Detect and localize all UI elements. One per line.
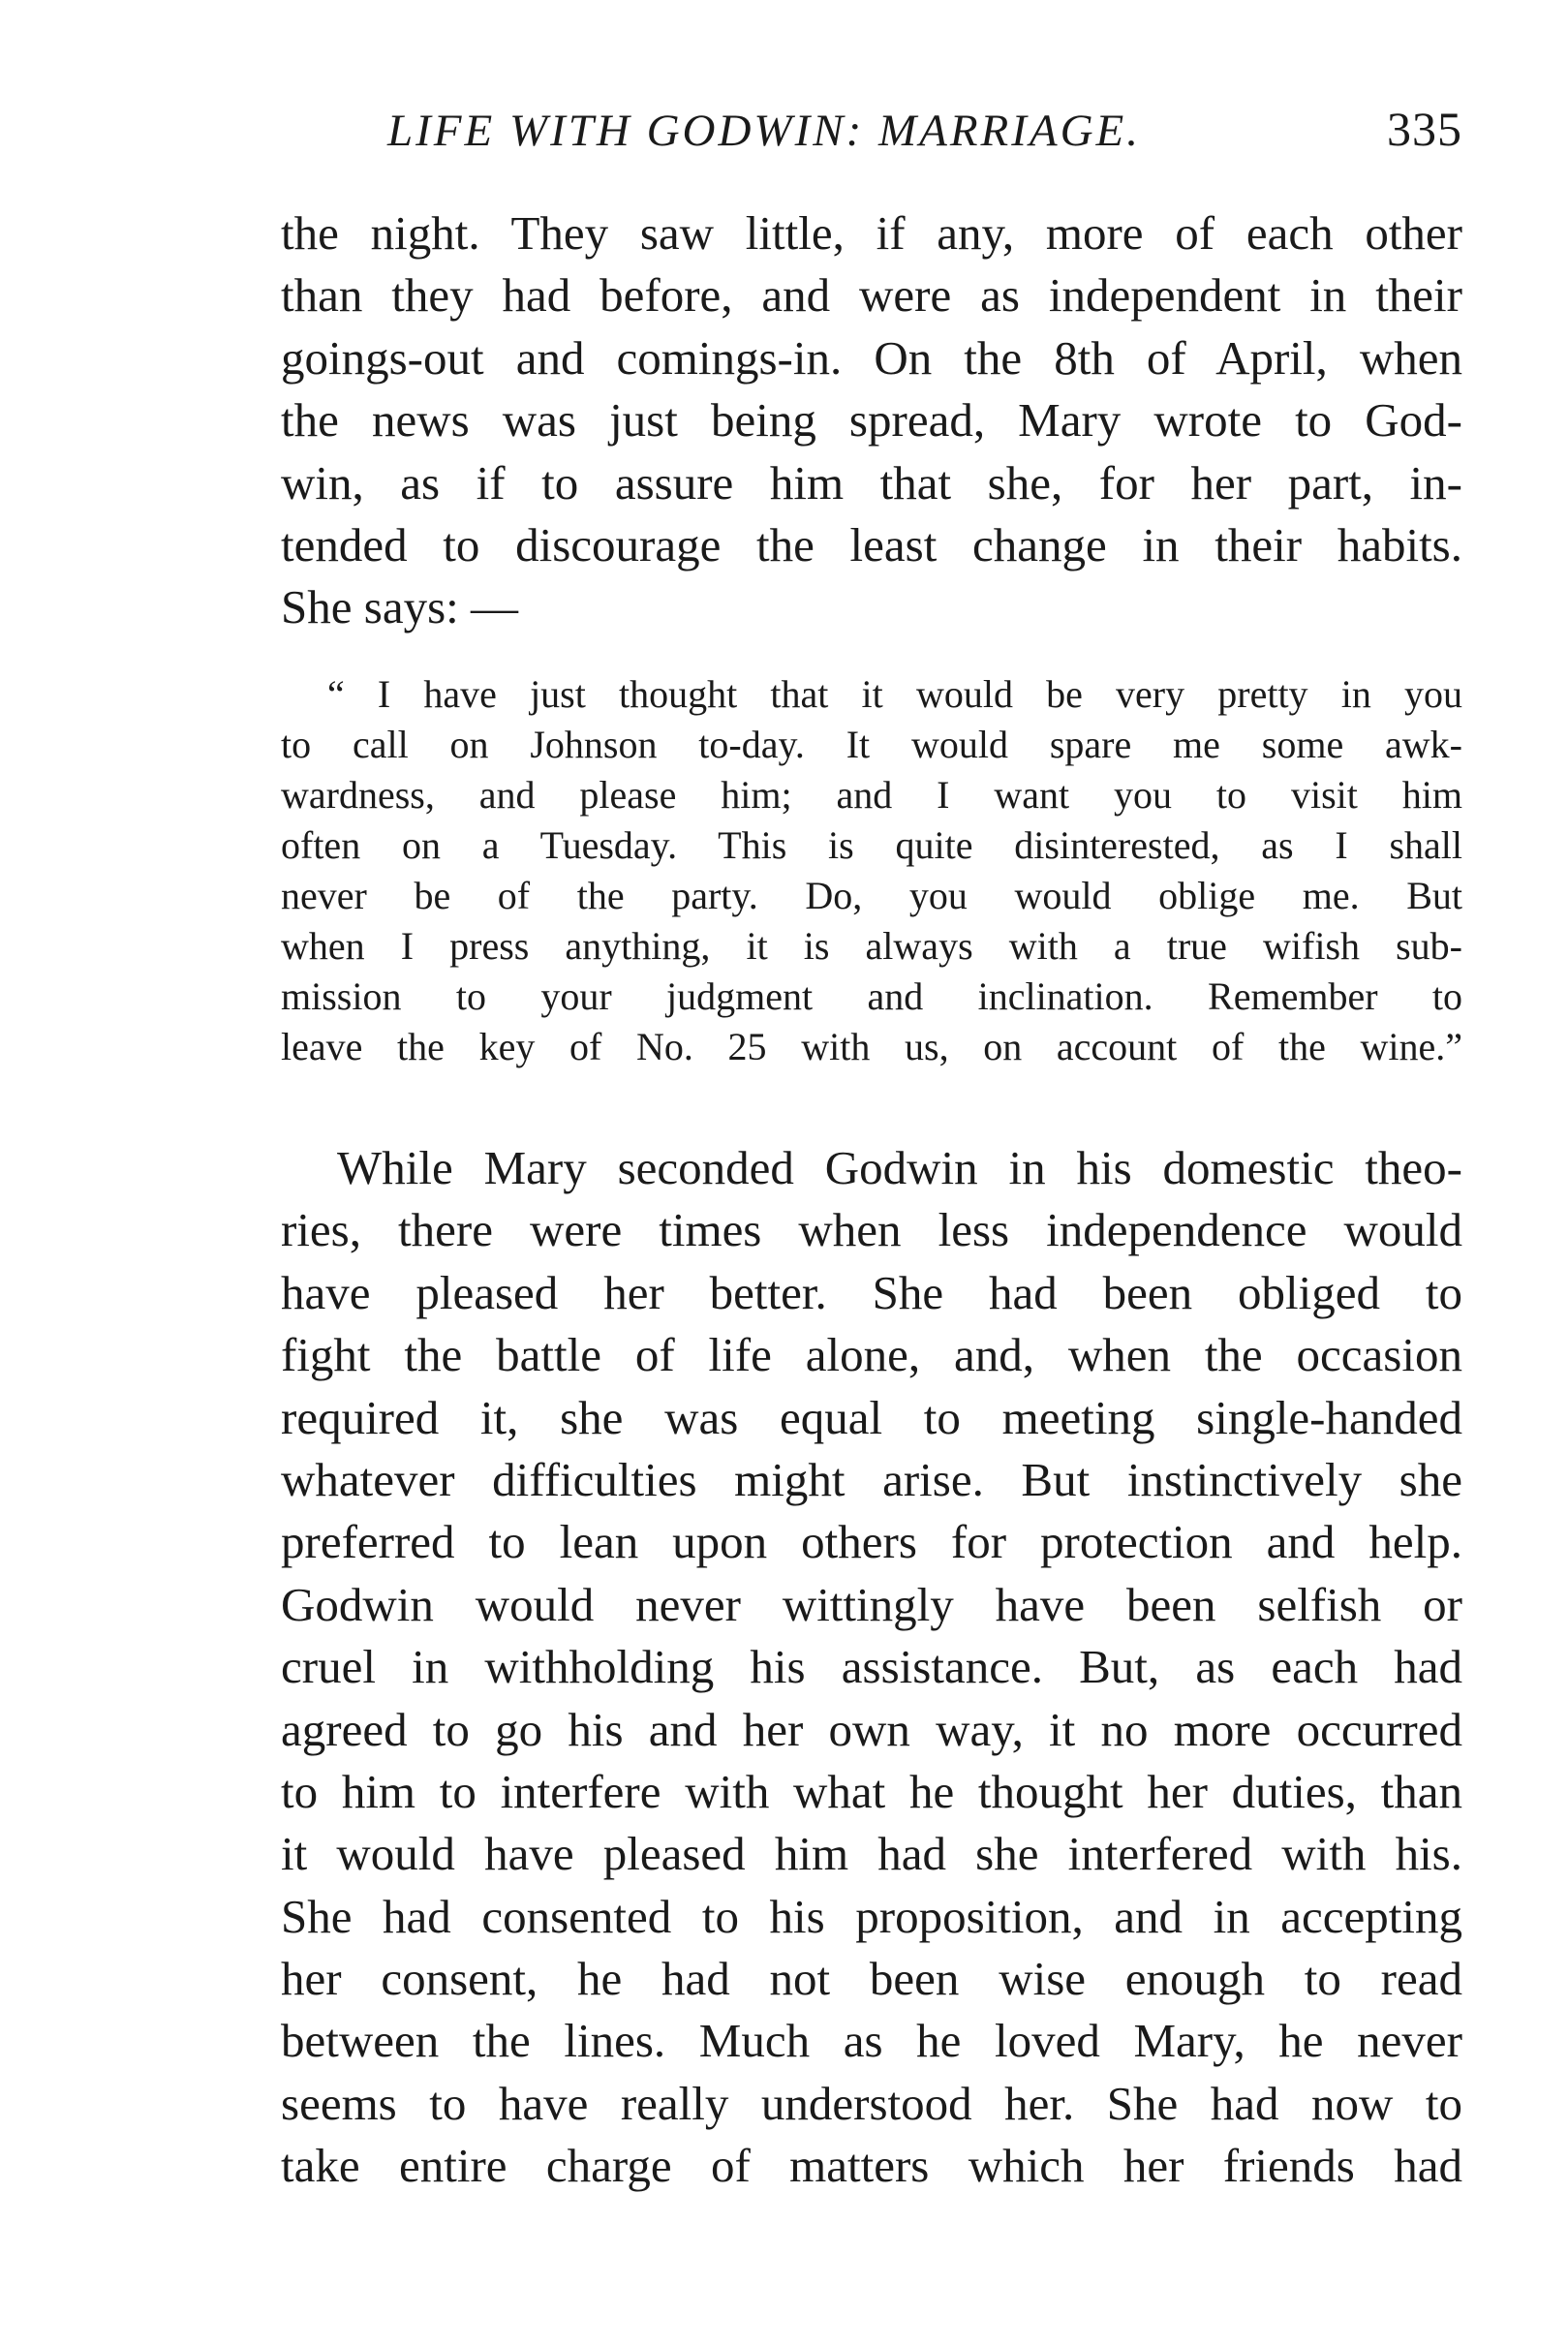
quote-line: to call on Johnson to-day. It would spare me some awk- — [281, 723, 1462, 766]
text-line: agreed to go his and her own way, it no more occurred — [281, 1702, 1462, 1756]
text-line: it would have pleased him had she interfered with his. — [281, 1827, 1462, 1881]
text-line: take entire charge of matters which her friends had — [281, 2139, 1462, 2193]
text-line: required it, she was equal to meeting single-handed — [281, 1390, 1462, 1444]
text-line: the news was just being spread, Mary wrote to God- — [281, 393, 1462, 448]
text-line: While Mary seconded Godwin in his domestic theo- — [337, 1141, 1462, 1194]
text-line: ries, there were times when less independence would — [281, 1203, 1462, 1257]
text-line: the night. They saw little, if any, more of each other — [281, 206, 1462, 260]
quote-line: never be of the party. Do, you would oblige me. But — [281, 874, 1462, 917]
text-line: her consent, he had not been wise enough to read — [281, 1952, 1462, 2006]
text-line: cruel in withholding his assistance. But, as each had — [281, 1640, 1462, 1694]
quote-line: “ I have just thought that it would be very pretty in you — [327, 672, 1462, 716]
paragraph-2 — [281, 1137, 1462, 2198]
text-line: have pleased her better. She had been obliged to — [281, 1265, 1462, 1319]
page-header — [281, 101, 1462, 159]
text-line: goings-out and comings-in. On the 8th of April, when — [281, 330, 1462, 385]
quote-line: wardness, and please him; and I want you to visit him — [281, 773, 1462, 817]
quote-line: mission to your judgment and inclination. Remember to — [281, 974, 1462, 1018]
text-line: She says: — — [281, 580, 518, 634]
text-line: to him to interfere with what he thought her duties, than — [281, 1764, 1462, 1818]
text-line: between the lines. Much as he loved Mary, he never — [281, 2014, 1462, 2068]
page-number: 335 — [1387, 102, 1462, 156]
text-line: preferred to lean upon others for protection and help. — [281, 1515, 1462, 1569]
text-line: fight the battle of life alone, and, when the occasion — [281, 1328, 1462, 1382]
quote-line: leave the key of No. 25 with us, on account of the wine.” — [281, 1025, 1462, 1068]
paragraph-1 — [281, 202, 1462, 639]
block-quotation — [281, 669, 1462, 1072]
text-line: win, as if to assure him that she, for her part, in- — [281, 455, 1462, 510]
text-line: seems to have really understood her. She had now to — [281, 2076, 1462, 2130]
text-line: whatever difficulties might arise. But instinctively she — [281, 1452, 1462, 1506]
text-line: tended to discourage the least change in their habits. — [281, 517, 1462, 572]
quote-line: often on a Tuesday. This is quite disinterested, as I shall — [281, 823, 1462, 867]
running-title: LIFE WITH GODWIN: MARRIAGE. — [387, 106, 1142, 156]
text-line: Godwin would never wittingly have been selfish or — [281, 1577, 1462, 1631]
quote-line: when I press anything, it is always with a true wifish sub- — [281, 924, 1462, 968]
text-line: She had consented to his proposition, and in accepting — [281, 1889, 1462, 1943]
text-line: than they had before, and were as independent in their — [281, 268, 1462, 323]
